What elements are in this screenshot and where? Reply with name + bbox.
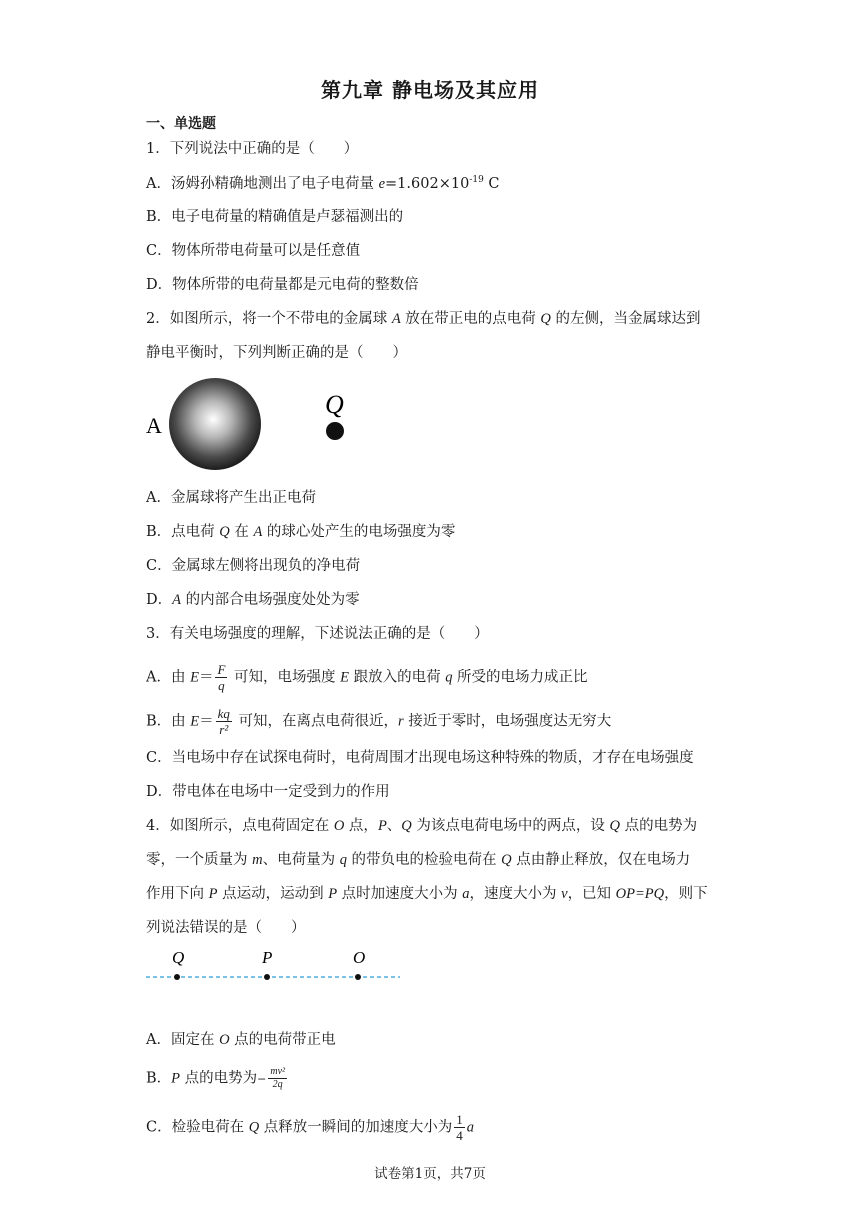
q4-stem-line4: 列说法错误的是（ ）	[146, 920, 306, 936]
frac-numerator: 1	[456, 1112, 463, 1127]
q3-a-text: 跟放入的电荷	[348, 669, 446, 686]
q4-c-text: 点释放一瞬间的加速度大小为	[259, 1119, 453, 1136]
q3-a-eq: ＝	[198, 669, 214, 686]
q2-var-a: A	[391, 311, 401, 327]
q1-a-var: e	[378, 176, 386, 192]
q2-b-text: 在	[229, 524, 254, 540]
fig-label-q: Q	[172, 948, 185, 967]
q2-option-b	[146, 522, 455, 542]
q1-option-b: B．电子电荷量的精确值是卢瑟福测出的	[146, 209, 404, 225]
q2-option-d	[146, 590, 360, 610]
q2-b-text: B．点电荷	[146, 524, 220, 540]
q2-option-a: A．金属球将产生出正电荷	[146, 490, 316, 506]
metal-sphere	[169, 378, 261, 470]
q4-a-text: A．固定在	[146, 1032, 220, 1048]
q4-var: v	[561, 886, 568, 902]
point-p	[264, 974, 270, 980]
q4-text: 点时加速度大小为	[337, 886, 463, 902]
q4-var: a	[462, 886, 470, 902]
q4-var: Q	[401, 818, 412, 834]
section-heading: 一、单选题	[146, 116, 216, 132]
q4-text: 点，	[344, 818, 378, 834]
q4-a-text: 点的电荷带正电	[229, 1032, 336, 1048]
q3-b-eq: ＝	[199, 713, 214, 730]
q4-b-sign: −	[257, 1072, 267, 1086]
q2-option-c: C．金属球左侧将出现负的净电荷	[146, 558, 361, 574]
q1-a-value: =1.602×10	[385, 176, 470, 192]
q4-text: 点由静止释放，仅在电场力	[511, 852, 691, 868]
frac-numerator: F	[217, 662, 226, 677]
q3-stem: 3．有关电场强度的理解，下述说法正确的是（ ）	[146, 626, 489, 642]
q4-text: 零，一个质量为	[146, 852, 253, 868]
q3-a-var: E	[190, 669, 199, 686]
q4-stem-line3	[146, 884, 708, 904]
q4-var: P	[377, 818, 387, 834]
frac-denominator: q	[218, 678, 225, 693]
frac-denominator: 2q	[272, 1079, 283, 1090]
q4-a-var: O	[219, 1032, 230, 1048]
q2-stem-line2: 静电平衡时，下列判断正确的是（ ）	[146, 345, 407, 361]
q4-text: 、	[386, 818, 402, 834]
q4-text: ，已知	[567, 886, 616, 902]
q4-c-text: C．检验电荷在	[146, 1119, 249, 1136]
point-o	[355, 974, 361, 980]
q4-text: 4．如图所示，点电荷固定在	[146, 818, 334, 834]
q4-option-b	[146, 1066, 289, 1091]
fig-label-q: Q	[325, 390, 344, 419]
q1-stem: 1．下列说法中正确的是（ ）	[146, 141, 359, 157]
q2-figure	[140, 375, 380, 475]
q4-text: ，则下	[664, 886, 708, 902]
q2-var-q: Q	[540, 311, 551, 327]
q4-figure	[140, 945, 410, 990]
q3-a-fraction	[215, 662, 227, 693]
q4-c-var: Q	[248, 1119, 260, 1136]
q2-b-var-a: A	[253, 524, 263, 540]
q3-b-var: r	[398, 713, 404, 730]
q3-b-text: B．由	[146, 713, 191, 730]
q2-d-var-a: A	[172, 592, 181, 608]
q4-c-var: a	[466, 1119, 475, 1136]
q3-a-var: q	[445, 669, 453, 686]
q4-var: P	[328, 886, 338, 902]
q4-text: 点的电势为	[619, 818, 698, 834]
fig-label-p: P	[262, 948, 273, 967]
q4-stem-line2	[146, 850, 690, 870]
q3-b-text: 可知，在离点电荷很近，	[233, 713, 399, 730]
fig-label-a: A	[146, 413, 162, 438]
q3-a-var: E	[340, 669, 349, 686]
frac-numerator: mv²	[270, 1066, 286, 1077]
q2-b-text: 的球心处产生的电场强度为零	[262, 524, 456, 540]
q4-text: 点运动，运动到	[217, 886, 329, 902]
q4-stem-line1	[146, 816, 697, 836]
page-footer: 试卷第1页，共7页	[374, 1166, 486, 1182]
q2-b-var-q: Q	[219, 524, 230, 540]
q4-var: m	[252, 852, 263, 868]
q3-option-d: D．带电体在电场中一定受到力的作用	[146, 784, 390, 800]
point-charge-q	[326, 422, 344, 440]
q3-a-text: A．由	[146, 669, 191, 686]
q4-b-var: P	[171, 1070, 181, 1087]
q3-a-text: 所受的电场力成正比	[452, 669, 588, 686]
q4-option-a	[146, 1030, 336, 1050]
q3-option-c: C．当电场中存在试探电荷时，电荷周围才出现电场这种特殊的物质，才存在电场强度	[146, 750, 694, 766]
q4-text: 作用下向	[146, 886, 209, 902]
q3-a-text: 可知，电场强度	[229, 669, 341, 686]
q4-var: q	[339, 852, 347, 868]
q2-d-text: D．	[146, 592, 173, 608]
q2-d-text: 的内部合电场强度处处为零	[181, 592, 360, 608]
q3-b-var: E	[190, 713, 200, 730]
q4-var: OP=PQ	[615, 886, 665, 902]
page-title: 第九章 静电场及其应用	[321, 78, 539, 102]
q3-b-text: 接近于零时，电场强度达无穷大	[403, 713, 612, 730]
q4-b-text: 点的电势为	[180, 1070, 258, 1087]
q2-text: 2．如图所示，将一个不带电的金属球	[146, 311, 392, 327]
q4-var: Q	[609, 818, 620, 834]
q4-text: 、电荷量为	[262, 852, 340, 868]
q4-option-c	[146, 1112, 474, 1143]
point-q	[174, 974, 180, 980]
q2-text: 的左侧，当金属球达到	[550, 311, 701, 327]
q4-text: 为该点电荷电场中的两点，设	[411, 818, 610, 834]
q4-b-fraction	[268, 1066, 287, 1091]
frac-numerator: kq	[217, 706, 230, 721]
fig-label-o: O	[353, 948, 366, 967]
q1-option-c: C．物体所带电荷量可以是任意值	[146, 243, 361, 259]
q2-text: 放在带正电的点电荷	[400, 311, 541, 327]
q1-a-exponent: -19	[469, 175, 484, 185]
q1-option-a	[146, 174, 500, 194]
q4-text: ，速度大小为	[469, 886, 562, 902]
q4-var: O	[333, 818, 345, 834]
q2-stem-line1	[146, 309, 701, 329]
q3-option-b	[146, 706, 611, 737]
frac-denominator: r²	[219, 722, 229, 737]
q3-option-a	[146, 662, 588, 693]
q4-c-fraction	[454, 1112, 465, 1143]
frac-denominator: 4	[456, 1128, 463, 1143]
q4-var: P	[208, 886, 218, 902]
q1-a-text: A．汤姆孙精确地测出了电子电荷量	[146, 176, 379, 192]
q4-var: Q	[501, 852, 512, 868]
q4-text: 的带负电的检验电荷在	[346, 852, 502, 868]
q3-b-fraction	[216, 706, 232, 737]
q1-a-unit: C	[483, 176, 500, 192]
q1-option-d: D．物体所带的电荷量都是元电荷的整数倍	[146, 277, 419, 293]
q4-b-text: B．	[146, 1070, 172, 1087]
